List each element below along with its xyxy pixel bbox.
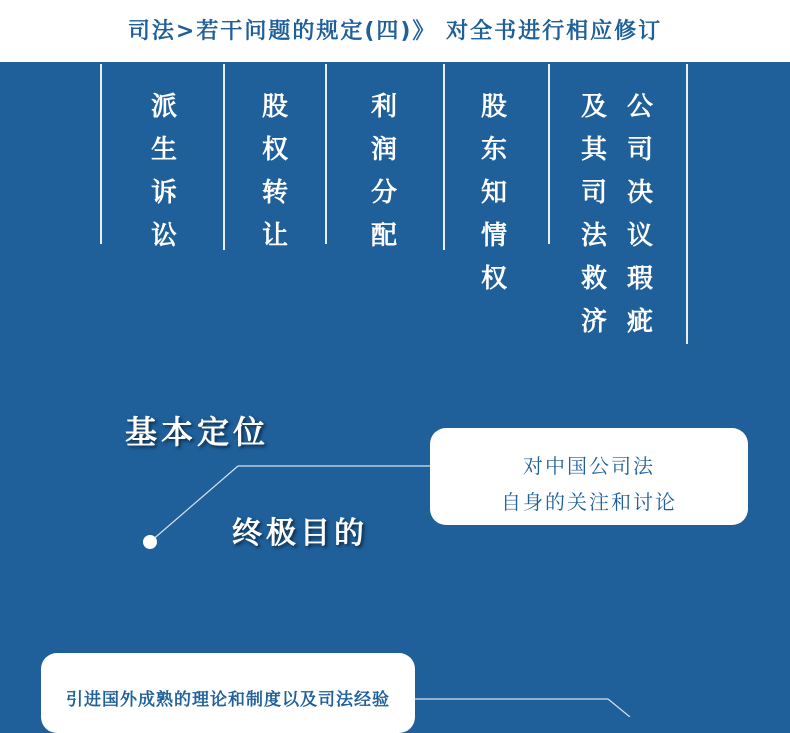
goal-title: 终极目的 xyxy=(232,516,368,551)
header-bar xyxy=(0,0,790,62)
bottom-card xyxy=(41,653,415,733)
topic-shareholder-information-right: 股东知情权 xyxy=(480,92,507,294)
main-panel xyxy=(0,62,790,717)
goal-card-line-1: 对中国公司法 xyxy=(523,454,655,478)
topic-equity-transfer: 股权转让 xyxy=(261,92,288,251)
topic-judicial-relief: 及其司法救济 xyxy=(580,92,607,337)
topic-derivative-suit: 派生诉讼 xyxy=(150,92,177,251)
topic-resolution-defects: 公司决议瑕疵 xyxy=(626,92,653,337)
topic-profit-distribution: 利润分配 xyxy=(370,92,397,251)
goal-card xyxy=(430,428,748,525)
header-text: 司法>若干问题的规定(四)》 对全书进行相应修订 xyxy=(127,19,663,44)
goal-card-line-2: 自身的关注和讨论 xyxy=(501,490,677,514)
bottom-card-text: 引进国外成熟的理论和制度以及司法经验 xyxy=(66,690,390,710)
positioning-title: 基本定位 xyxy=(125,413,270,451)
connector-lines xyxy=(0,62,790,717)
